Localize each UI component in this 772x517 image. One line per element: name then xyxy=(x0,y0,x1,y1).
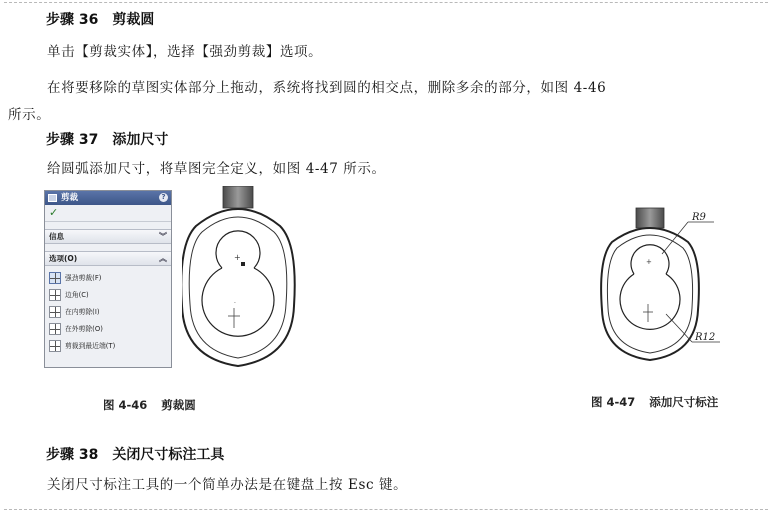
shaft-body xyxy=(636,208,664,228)
option-trim-inside[interactable] xyxy=(45,304,171,321)
figure-number: 图 4-47 xyxy=(591,395,636,409)
lower-center-mark: · xyxy=(234,300,236,307)
upper-center-mark: + xyxy=(646,258,652,266)
upper-center-mark: + xyxy=(234,253,241,262)
option-label: 剪裁到最近端(T) xyxy=(65,342,116,350)
step-title: 添加尺寸 xyxy=(112,132,169,148)
info-group-header[interactable] xyxy=(45,229,171,244)
step-37-heading xyxy=(46,129,168,149)
ok-check-icon[interactable]: ✓ xyxy=(49,206,59,219)
options-group-label: 选项(O) xyxy=(49,254,78,263)
option-label: 强劲剪裁(F) xyxy=(65,274,102,282)
help-icon[interactable]: ? xyxy=(159,193,168,202)
step-number: 步骤 36 xyxy=(46,12,99,28)
paragraph-drag-instruction-continued: 所示。 xyxy=(8,107,51,123)
info-group-label: 信息 xyxy=(49,232,64,241)
trim-outside-icon xyxy=(49,323,61,335)
chevron-up-icon: ︽ xyxy=(159,254,167,263)
power-trim-icon xyxy=(49,272,61,284)
trim-property-manager xyxy=(44,190,172,368)
figure-4-47-caption xyxy=(591,394,718,410)
panel-title-bar xyxy=(45,191,171,205)
top-dashed-rule xyxy=(4,2,768,3)
option-trim-to-closest[interactable] xyxy=(45,338,171,355)
corner-trim-icon xyxy=(49,289,61,301)
outer-profile xyxy=(601,228,699,360)
figure-number: 图 4-46 xyxy=(103,398,148,412)
step-title: 剪裁圆 xyxy=(112,12,155,28)
lower-arc xyxy=(202,268,274,336)
step-number: 步骤 38 xyxy=(46,447,99,463)
trimmed-circle-sketch xyxy=(182,186,298,376)
option-label: 边角(C) xyxy=(65,291,89,299)
option-power-trim[interactable] xyxy=(45,270,171,287)
options-group-header[interactable] xyxy=(45,251,171,266)
selection-point-marker xyxy=(241,262,245,266)
bottom-dashed-rule xyxy=(4,509,768,510)
r12-label: R12 xyxy=(695,332,716,343)
figure-title: 剪裁圆 xyxy=(161,398,196,412)
step-38-heading xyxy=(46,444,224,464)
panel-ok-row xyxy=(45,205,171,222)
trim-tool-icon xyxy=(48,194,57,202)
paragraph-add-dimension: 给圆弧添加尺寸，将草图完全定义，如图 4-47 所示。 xyxy=(47,161,386,177)
chevron-down-icon: ︾ xyxy=(159,232,167,241)
paragraph-close-tool: 关闭尺寸标注工具的一个简单办法是在键盘上按 Esc 键。 xyxy=(47,477,408,493)
dimensioned-sketch xyxy=(598,204,722,374)
trim-to-closest-icon xyxy=(49,340,61,352)
option-corner[interactable] xyxy=(45,287,171,304)
step-title: 关闭尺寸标注工具 xyxy=(112,447,225,463)
option-label: 在外剪除(O) xyxy=(65,325,103,333)
figure-title: 添加尺寸标注 xyxy=(649,395,719,409)
outer-profile xyxy=(182,209,295,366)
upper-arc xyxy=(216,231,260,268)
option-label: 在内剪除(I) xyxy=(65,308,100,316)
paragraph-drag-instruction: 在将要移除的草图实体部分上拖动，系统将找到圆的相交点，删除多余的部分，如图 4-46 xyxy=(47,80,607,96)
step-number: 步骤 37 xyxy=(46,132,99,148)
trim-inside-icon xyxy=(49,306,61,318)
paragraph-trim-instruction: 单击【剪裁实体】，选择【强劲剪裁】选项。 xyxy=(47,44,323,60)
option-trim-outside[interactable] xyxy=(45,321,171,338)
figure-4-46-caption xyxy=(103,397,196,413)
lower-arc xyxy=(620,274,680,329)
step-36-heading xyxy=(46,9,154,29)
shaft-body xyxy=(223,186,253,208)
r9-label: R9 xyxy=(692,212,706,223)
panel-title: 剪裁 xyxy=(61,193,79,203)
